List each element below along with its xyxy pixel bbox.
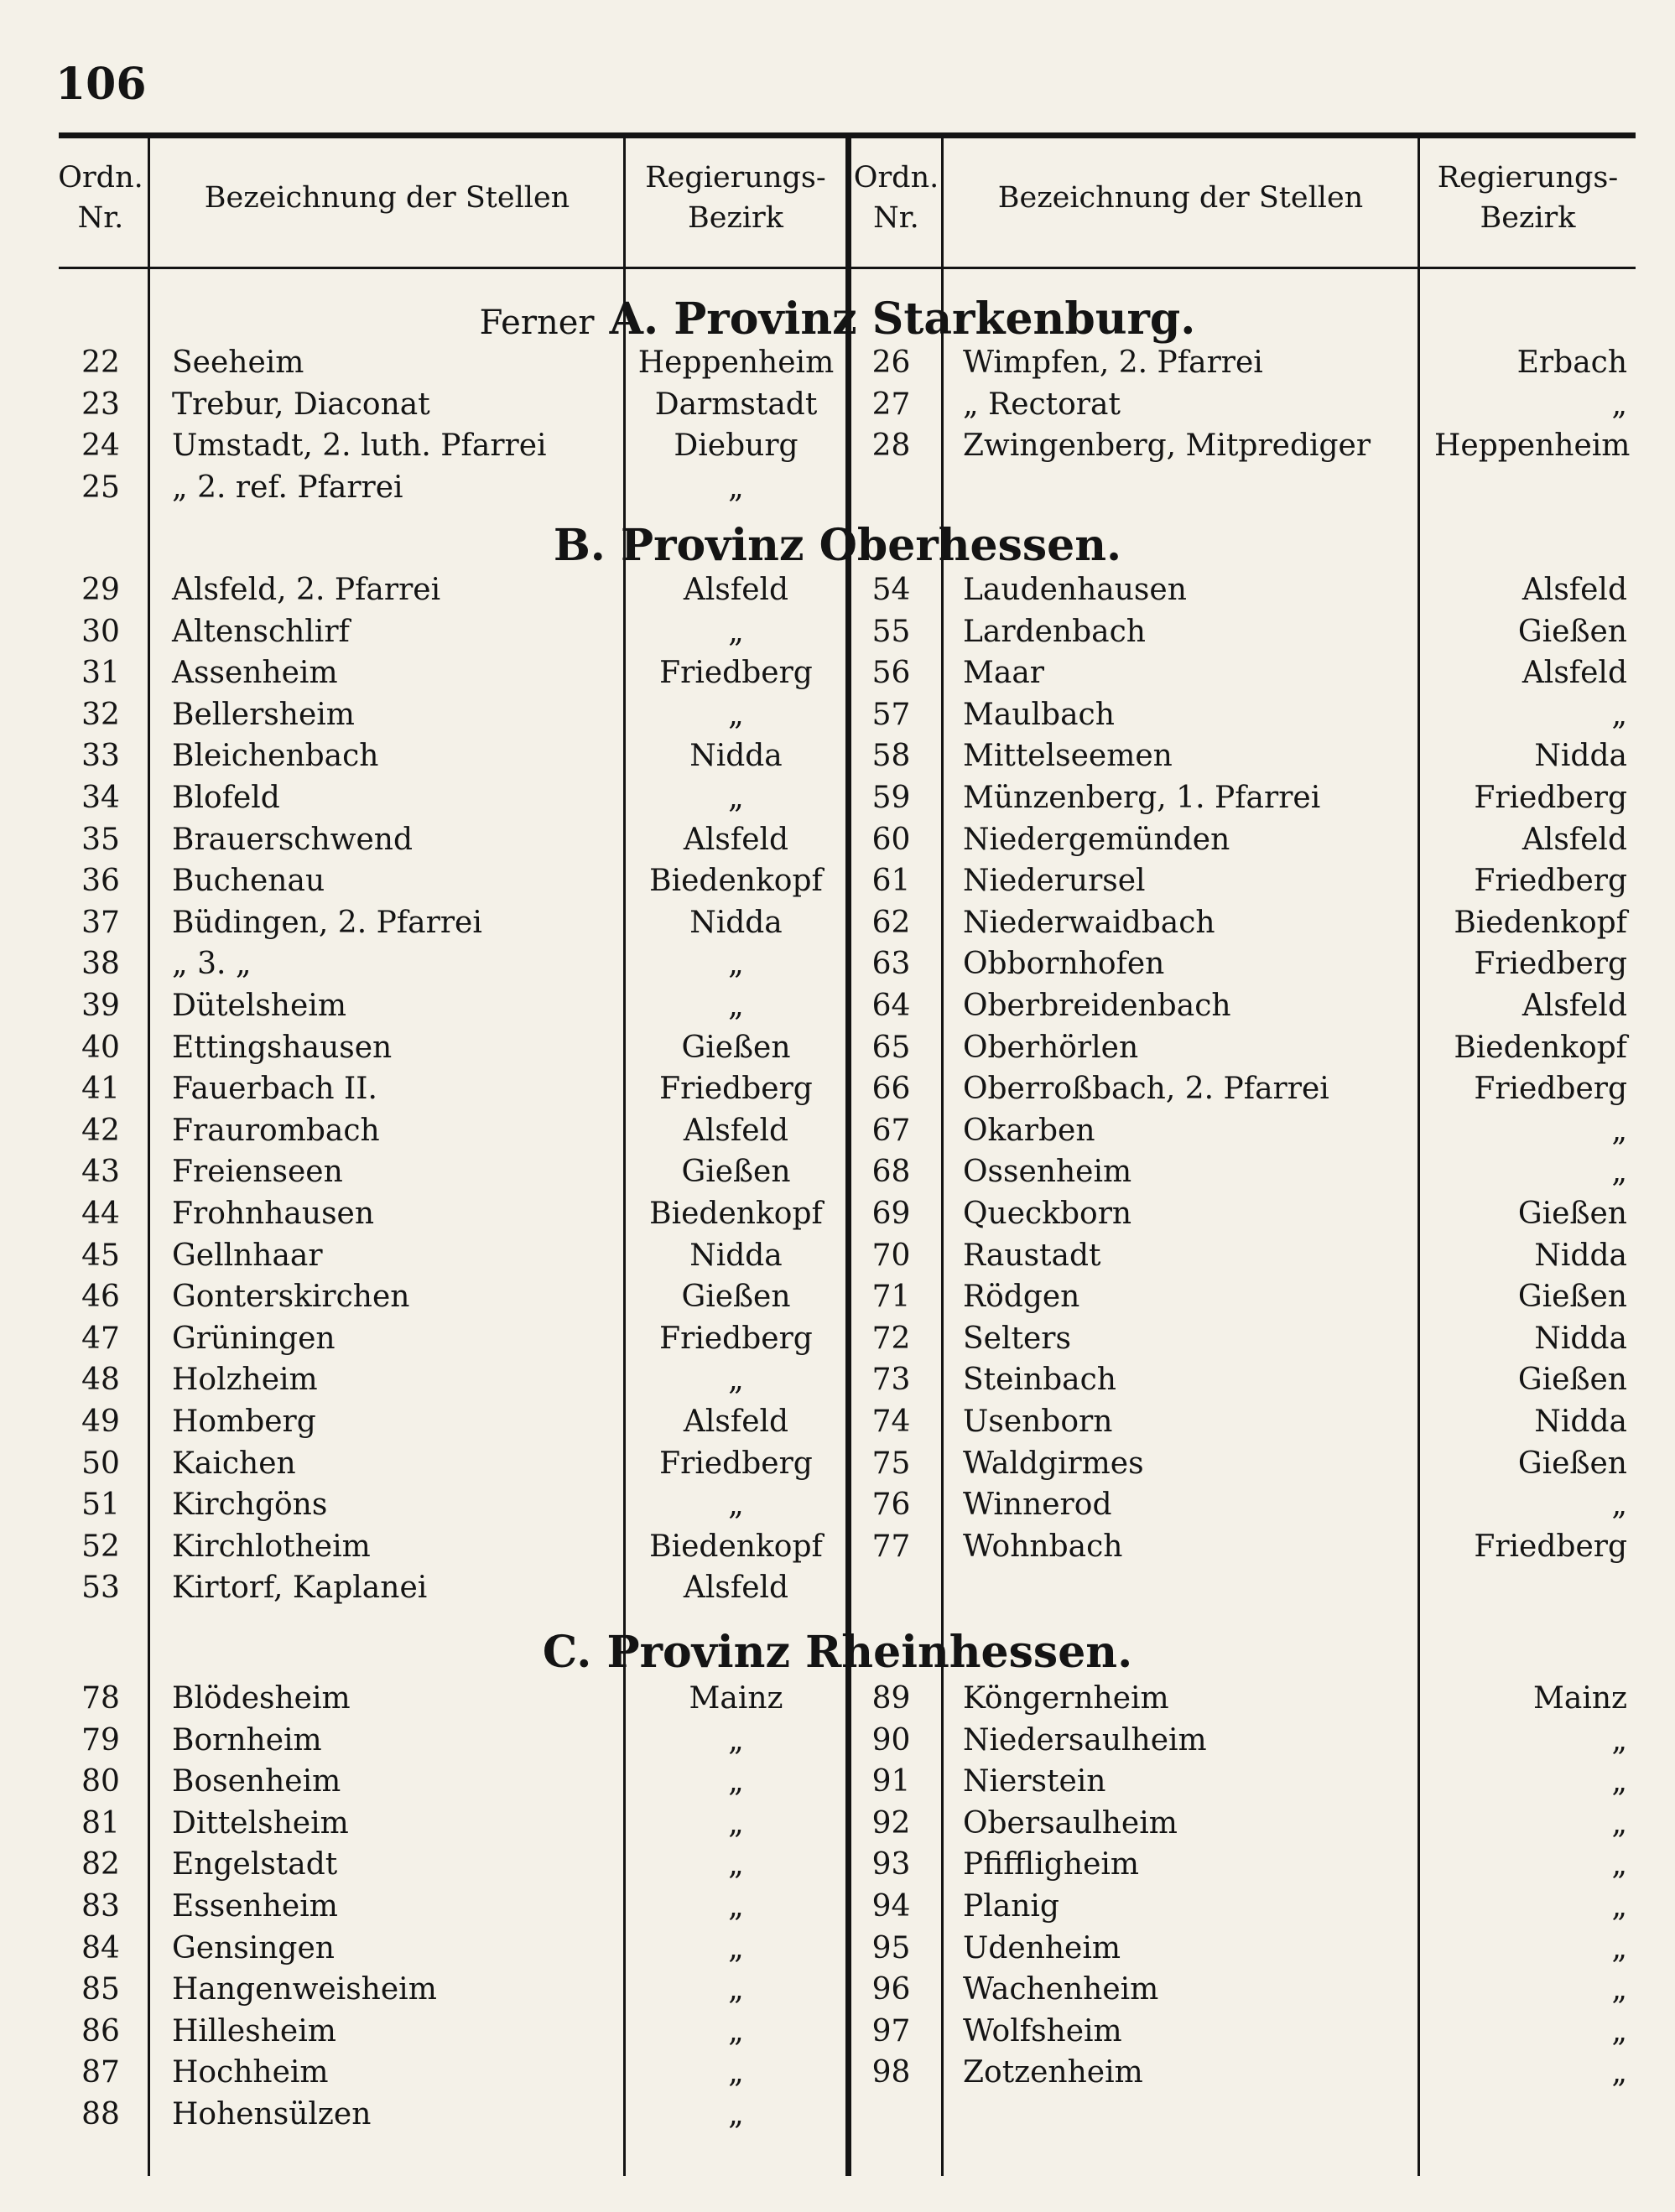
ordn-number: 83 [81, 1889, 120, 1924]
ordn-number: 36 [81, 864, 120, 899]
stelle-name: Dittelsheim [172, 1805, 349, 1841]
bezirk-name: „ [728, 697, 744, 732]
stelle-name: Homberg [172, 1405, 316, 1439]
bezirk-name: Gießen [1517, 1280, 1627, 1315]
bezirk-name: Biedenkopf [1454, 1030, 1627, 1065]
stelle-name: Selters [963, 1321, 1071, 1356]
ordn-number: 53 [81, 1571, 120, 1606]
stelle-name: Köngernheim [963, 1681, 1169, 1716]
bezirk-name: Alsfeld [683, 573, 789, 607]
bezirk-name: Alsfeld [683, 1113, 789, 1148]
bezirk-name: „ [1611, 1972, 1627, 2007]
ordn-number: 87 [81, 2055, 120, 2090]
table-row [0, 1847, 1675, 1889]
table-row [0, 1972, 1675, 2014]
stelle-name: Winnerod [963, 1488, 1112, 1523]
bezirk-name: Biedenkopf [649, 1197, 823, 1231]
ordn-number: 52 [81, 1529, 120, 1564]
ordn-number: 24 [81, 428, 120, 464]
bezirk-name: „ [728, 1764, 744, 1799]
bezirk-name: „ [728, 989, 744, 1023]
bezirk-name: Friedberg [659, 1072, 813, 1107]
bezirk-name: „ [1611, 1930, 1627, 1965]
ordn-number: 73 [871, 1363, 911, 1398]
bezirk-name: Erbach [1516, 345, 1627, 380]
bezirk-name: Gießen [681, 1155, 791, 1190]
ordn-number: 31 [81, 656, 120, 691]
table-row [0, 1681, 1675, 1723]
ordn-number: 26 [871, 345, 911, 380]
bezirk-name: Friedberg [659, 1446, 813, 1481]
ordn-number: 45 [81, 1238, 120, 1273]
stelle-name: Queckborn [963, 1197, 1132, 1231]
ordn-number: 43 [81, 1155, 120, 1190]
ordn-number: 27 [871, 387, 911, 422]
table-row [0, 1764, 1675, 1806]
stelle-name: Ettingshausen [172, 1030, 393, 1065]
stelle-name: Zwingenberg, Mitprediger [963, 428, 1371, 464]
bezirk-name: „ [728, 1488, 744, 1523]
stelle-name: Hillesheim [172, 2013, 336, 2048]
table-row [0, 1031, 1675, 1072]
ordn-number: 70 [871, 1238, 911, 1273]
table-row [0, 2014, 1675, 2056]
bezirk-name: Mainz [689, 1681, 783, 1716]
ordn-number: 38 [81, 947, 120, 982]
stelle-name: Niederwaidbach [963, 905, 1215, 940]
bezirk-name: Nidda [1534, 1238, 1627, 1273]
stelle-name: Steinbach [963, 1363, 1116, 1398]
stelle-name: Umstadt, 2. luth. Pfarrei [172, 428, 547, 464]
bezirk-name: „ [1611, 1722, 1627, 1758]
stelle-name: Essenheim [172, 1889, 338, 1924]
table-row [0, 2097, 1675, 2139]
bezirk-name: Darmstadt [654, 387, 818, 422]
ordn-number: 25 [81, 470, 120, 505]
table-row [0, 1806, 1675, 1848]
stelle-name: Frohnhausen [172, 1197, 375, 1231]
stelle-name: „ 2. ref. Pfarrei [172, 470, 403, 505]
table-row [0, 428, 1675, 470]
stelle-name: Bosenheim [172, 1764, 341, 1799]
bezirk-name: „ [1611, 2013, 1627, 2048]
stelle-name: Udenheim [963, 1930, 1121, 1965]
bezirk-name: Alsfeld [1522, 573, 1627, 607]
ordn-number: 34 [81, 781, 120, 815]
table-row [0, 1571, 1675, 1612]
ordn-number: 55 [871, 614, 911, 649]
stelle-name: Fraurombach [172, 1113, 380, 1148]
stelle-name: Zotzenheim [963, 2055, 1143, 2090]
ordn-number: 28 [871, 428, 911, 464]
ordn-number: 84 [81, 1930, 120, 1965]
ordn-number: 33 [81, 739, 120, 774]
bezirk-name: „ [728, 2097, 744, 2132]
bezirk-name: „ [728, 1722, 744, 1758]
bezirk-name: Nidda [689, 905, 783, 940]
ordn-number: 32 [81, 697, 120, 732]
ordn-number: 78 [81, 1681, 120, 1716]
stelle-name: Planig [963, 1889, 1059, 1924]
stelle-name: Dütelsheim [172, 989, 346, 1023]
ordn-number: 91 [871, 1764, 911, 1799]
stelle-name: Kirtorf, Kaplanei [172, 1571, 428, 1606]
bezirk-name: Alsfeld [1522, 822, 1627, 857]
stelle-name: Wachenheim [963, 1972, 1159, 2007]
stelle-name: Wimpfen, 2. Pfarrei [963, 345, 1263, 380]
stelle-name: Obersaulheim [963, 1805, 1178, 1841]
ordn-number: 42 [81, 1113, 120, 1148]
bezirk-name: Alsfeld [683, 1405, 789, 1439]
table-row [0, 1488, 1675, 1529]
header-ordn-right: Ordn. Nr. [853, 161, 939, 235]
section-title: B. Provinz Oberhessen. [553, 520, 1122, 571]
ordn-number: 63 [871, 947, 911, 982]
table-row [0, 2055, 1675, 2097]
ordn-number: 61 [871, 864, 911, 899]
table-row [0, 470, 1675, 512]
table-row [0, 573, 1675, 615]
table-row [0, 1155, 1675, 1197]
header-bezirk-left: Regierungs-Bezirk [645, 161, 826, 235]
table-row [0, 656, 1675, 698]
stelle-name: Buchenau [172, 864, 325, 899]
bezirk-name: „ [1611, 1113, 1627, 1148]
ordn-number: 57 [871, 697, 911, 732]
ordn-number: 64 [871, 989, 911, 1023]
ordn-number: 62 [871, 905, 911, 940]
stelle-name: Hohensülzen [172, 2097, 372, 2132]
bezirk-name: „ [1611, 697, 1627, 732]
bezirk-name: Biedenkopf [649, 1529, 823, 1564]
ordn-number: 65 [871, 1030, 911, 1065]
ordn-number: 75 [871, 1446, 911, 1481]
ordn-number: 80 [81, 1764, 120, 1799]
table-row [0, 989, 1675, 1031]
bezirk-name: Alsfeld [1522, 989, 1627, 1023]
bezirk-name: Gießen [681, 1030, 791, 1065]
bezirk-name: „ [728, 470, 744, 505]
header-bezirk-right: Regierungs-Bezirk [1437, 161, 1619, 235]
stelle-name: Gonterskirchen [172, 1280, 410, 1315]
ordn-number: 22 [81, 345, 120, 380]
bezirk-name: Nidda [1534, 1321, 1627, 1356]
bezirk-name: Gießen [1517, 1363, 1627, 1398]
ordn-number: 44 [81, 1197, 120, 1231]
stelle-name: Altenschlirf [172, 614, 350, 649]
stelle-name: „ 3. „ [172, 947, 252, 982]
stelle-name: Freienseen [172, 1155, 343, 1190]
stelle-name: Bellersheim [172, 697, 355, 732]
stelle-name: Blödesheim [172, 1681, 351, 1716]
bezirk-name: „ [728, 947, 744, 982]
ordn-number: 40 [81, 1030, 120, 1065]
ordn-number: 23 [81, 387, 120, 422]
stelle-name: Niedergemünden [963, 822, 1230, 857]
table-row [0, 947, 1675, 989]
ordn-number: 54 [871, 573, 911, 607]
table-row [0, 864, 1675, 906]
bezirk-name: Nidda [1534, 739, 1627, 774]
ordn-number: 93 [871, 1847, 911, 1882]
ordn-number: 89 [871, 1681, 911, 1716]
table-row [0, 1405, 1675, 1446]
table-row [0, 1529, 1675, 1571]
bezirk-name: „ [728, 614, 744, 649]
bezirk-name: Alsfeld [683, 822, 789, 857]
bezirk-name: „ [1611, 1764, 1627, 1799]
ordn-number: 35 [81, 822, 120, 857]
ordn-number: 30 [81, 614, 120, 649]
section-title: C. Provinz Rheinhessen. [542, 1627, 1133, 1678]
stelle-name: Grüningen [172, 1321, 336, 1356]
ordn-number: 56 [871, 656, 911, 691]
stelle-name: Niederursel [963, 864, 1146, 899]
header-ordn-left: Ordn. Nr. [58, 161, 143, 235]
ordn-number: 59 [871, 781, 911, 815]
bezirk-name: Nidda [689, 739, 783, 774]
table-row [0, 823, 1675, 865]
table-row [0, 1446, 1675, 1488]
ordn-number: 37 [81, 905, 120, 940]
bezirk-name: Friedberg [1474, 947, 1627, 982]
stelle-name: Hangenweisheim [172, 1972, 437, 2007]
bezirk-name: „ [1611, 387, 1627, 422]
bezirk-name: Friedberg [659, 1321, 813, 1356]
stelle-name: Gensingen [172, 1930, 335, 1965]
stelle-name: Wohnbach [963, 1529, 1123, 1564]
bezirk-name: Nidda [689, 1238, 783, 1273]
stelle-name: Bleichenbach [172, 739, 379, 774]
ordn-number: 72 [871, 1321, 911, 1356]
bezirk-name: „ [728, 781, 744, 815]
stelle-name: Brauerschwend [172, 822, 413, 857]
bezirk-name: Nidda [1534, 1405, 1627, 1439]
bezirk-name: Friedberg [659, 656, 813, 691]
table-row [0, 1072, 1675, 1114]
stelle-name: Engelstadt [172, 1847, 338, 1882]
ordn-number: 96 [871, 1972, 911, 2007]
ordn-number: 69 [871, 1197, 911, 1231]
ordn-number: 50 [81, 1446, 120, 1481]
ordn-number: 94 [871, 1889, 911, 1924]
stelle-name: Okarben [963, 1113, 1095, 1148]
stelle-name: Lardenbach [963, 614, 1146, 649]
stelle-name: Oberroßbach, 2. Pfarrei [963, 1072, 1329, 1107]
bezirk-name: Gießen [1517, 614, 1627, 649]
table-row [0, 1889, 1675, 1931]
bezirk-name: „ [1611, 1805, 1627, 1841]
bezirk-name: Friedberg [1474, 781, 1627, 815]
stelle-name: Seeheim [172, 345, 304, 380]
ordn-number: 85 [81, 1972, 120, 2007]
bezirk-name: Alsfeld [1522, 656, 1627, 691]
ordn-number: 41 [81, 1072, 120, 1107]
table-row [0, 906, 1675, 948]
bezirk-name: Mainz [1533, 1681, 1627, 1716]
stelle-name: Nierstein [963, 1764, 1106, 1799]
bezirk-name: Biedenkopf [1454, 905, 1627, 940]
ordn-number: 74 [871, 1405, 911, 1439]
stelle-name: Büdingen, 2. Pfarrei [172, 905, 482, 940]
stelle-name: Kirchlotheim [172, 1529, 371, 1564]
stelle-name: Usenborn [963, 1405, 1113, 1439]
bezirk-name: Friedberg [1474, 1529, 1627, 1564]
table-row [0, 1723, 1675, 1765]
ordn-number: 79 [81, 1722, 120, 1758]
ordn-number: 88 [81, 2097, 120, 2132]
table-row [0, 781, 1675, 823]
bezirk-name: „ [728, 1847, 744, 1882]
stelle-name: Fauerbach II. [172, 1072, 377, 1107]
stelle-name: Assenheim [172, 656, 338, 691]
bezirk-name: „ [728, 1805, 744, 1841]
table-row [0, 739, 1675, 781]
bezirk-name: Heppenheim [637, 345, 835, 380]
stelle-name: Pfiffligheim [963, 1847, 1140, 1882]
bezirk-name: Gießen [1517, 1446, 1627, 1481]
ordn-number: 90 [871, 1722, 911, 1758]
bezirk-name: „ [728, 1972, 744, 2007]
stelle-name: Trebur, Diaconat [172, 387, 430, 422]
section-heading [0, 520, 1675, 571]
bezirk-name: „ [728, 1889, 744, 1924]
table-row [0, 1931, 1675, 1973]
section-title: A. Provinz Starkenburg. [609, 293, 1196, 345]
stelle-name: Oberhörlen [963, 1030, 1139, 1065]
stelle-name: Münzenberg, 1. Pfarrei [963, 781, 1321, 815]
bezirk-name: Heppenheim [1434, 428, 1631, 464]
table-row [0, 1114, 1675, 1155]
section-heading [0, 1627, 1675, 1678]
section-prefix: Ferner [479, 304, 595, 342]
ordn-number: 51 [81, 1488, 120, 1523]
stelle-name: Rödgen [963, 1280, 1080, 1315]
ordn-number: 81 [81, 1805, 120, 1841]
page-number: 106 [55, 59, 147, 110]
bezirk-name: „ [1611, 2055, 1627, 2090]
bezirk-name: Gießen [681, 1280, 791, 1315]
ordn-number: 67 [871, 1113, 911, 1148]
stelle-name: Niedersaulheim [963, 1722, 1207, 1758]
stelle-name: Wolfsheim [963, 2013, 1122, 2048]
stelle-name: „ Rectorat [963, 387, 1121, 422]
table-row [0, 615, 1675, 657]
stelle-name: Kirchgöns [172, 1488, 328, 1523]
bezirk-name: „ [1611, 1889, 1627, 1924]
ordn-number: 60 [871, 822, 911, 857]
section-heading [0, 293, 1675, 345]
header-bezeichnung-left: Bezeichnung der Stellen [204, 181, 570, 215]
bezirk-name: „ [728, 2013, 744, 2048]
ordn-number: 86 [81, 2013, 120, 2048]
ordn-number: 77 [871, 1529, 911, 1564]
bezirk-name: „ [1611, 1488, 1627, 1523]
bezirk-name: „ [1611, 1847, 1627, 1882]
bezirk-name: „ [728, 2055, 744, 2090]
bezirk-name: „ [728, 1363, 744, 1398]
top-rule [59, 132, 1636, 138]
table-row [0, 1280, 1675, 1321]
stelle-name: Raustadt [963, 1238, 1101, 1273]
stelle-name: Maulbach [963, 697, 1115, 732]
table-row [0, 345, 1675, 387]
table-row [0, 698, 1675, 740]
stelle-name: Bornheim [172, 1722, 322, 1758]
ordn-number: 58 [871, 739, 911, 774]
ordn-number: 68 [871, 1155, 911, 1190]
table-row [0, 1363, 1675, 1405]
bezirk-name: „ [1611, 1155, 1627, 1190]
ordn-number: 39 [81, 989, 120, 1023]
stelle-name: Gellnhaar [172, 1238, 323, 1273]
stelle-name: Maar [963, 656, 1044, 691]
stelle-name: Blofeld [172, 781, 280, 815]
ordn-number: 82 [81, 1847, 120, 1882]
table-row [0, 387, 1675, 429]
ordn-number: 97 [871, 2013, 911, 2048]
ordn-number: 49 [81, 1405, 120, 1439]
bezirk-name: „ [728, 1930, 744, 1965]
bezirk-name: Biedenkopf [649, 864, 823, 899]
table-row [0, 1238, 1675, 1280]
ordn-number: 92 [871, 1805, 911, 1841]
stelle-name: Holzheim [172, 1363, 318, 1398]
ordn-number: 71 [871, 1280, 911, 1315]
header-bezeichnung-right: Bezeichnung der Stellen [997, 181, 1364, 215]
stelle-name: Alsfeld, 2. Pfarrei [172, 573, 441, 607]
table-row [0, 1321, 1675, 1363]
bezirk-name: Friedberg [1474, 864, 1627, 899]
bezirk-name: Alsfeld [683, 1571, 789, 1606]
stelle-name: Hochheim [172, 2055, 329, 2090]
ordn-number: 76 [871, 1488, 911, 1523]
stelle-name: Oberbreidenbach [963, 989, 1231, 1023]
ordn-number: 95 [871, 1930, 911, 1965]
ordn-number: 66 [871, 1072, 911, 1107]
ordn-number: 48 [81, 1363, 120, 1398]
stelle-name: Waldgirmes [963, 1446, 1144, 1481]
ordn-number: 98 [871, 2055, 911, 2090]
bezirk-name: Gießen [1517, 1197, 1627, 1231]
ordn-number: 46 [81, 1280, 120, 1315]
stelle-name: Obbornhofen [963, 947, 1165, 982]
ordn-number: 47 [81, 1321, 120, 1356]
stelle-name: Kaichen [172, 1446, 296, 1481]
stelle-name: Ossenheim [963, 1155, 1132, 1190]
table-row [0, 1197, 1675, 1238]
stelle-name: Laudenhausen [963, 573, 1187, 607]
bezirk-name: Friedberg [1474, 1072, 1627, 1107]
stelle-name: Mittelseemen [963, 739, 1173, 774]
ordn-number: 29 [81, 573, 120, 607]
bezirk-name: Dieburg [674, 428, 798, 464]
